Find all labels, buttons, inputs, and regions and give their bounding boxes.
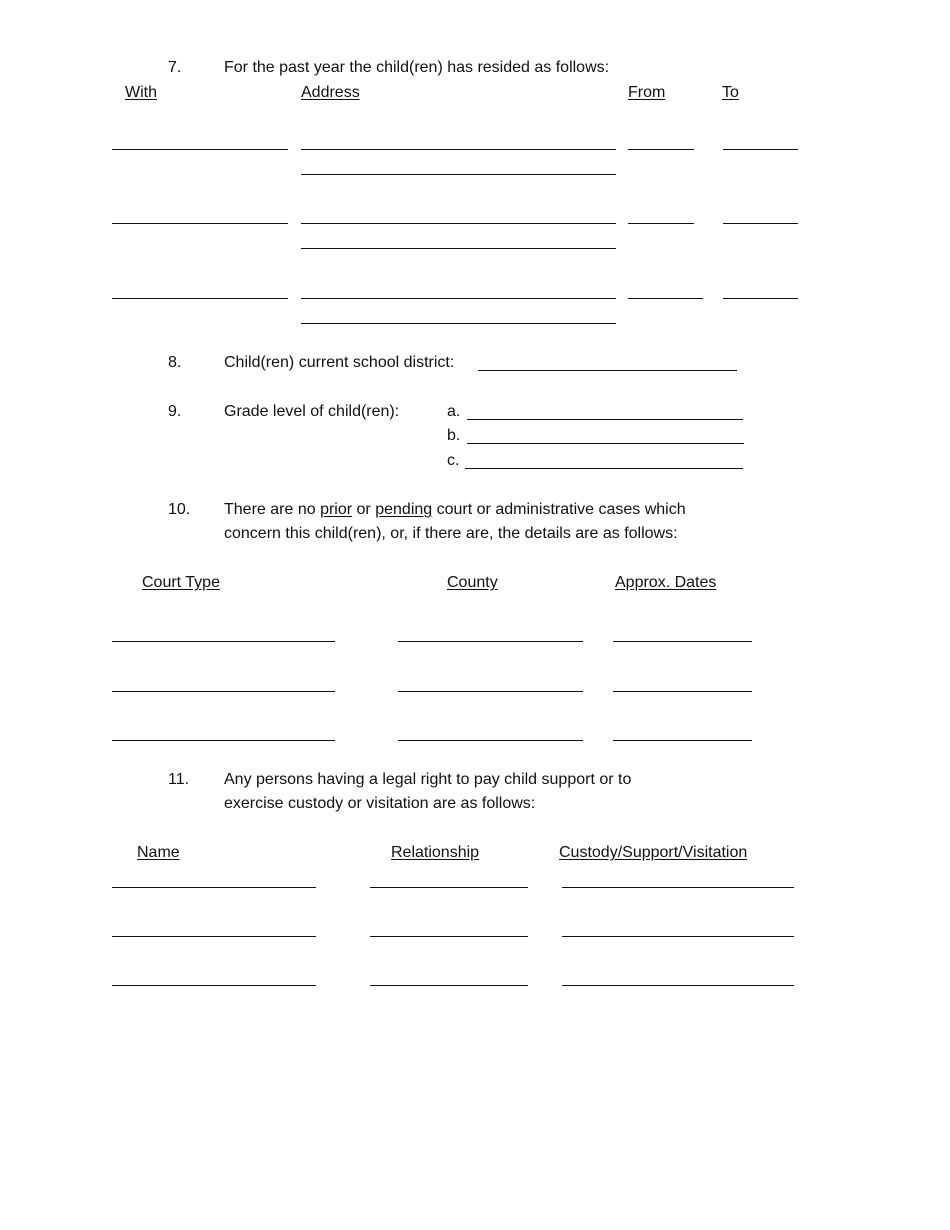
residence-address-line-2[interactable]: [301, 248, 616, 249]
text: or: [356, 501, 371, 518]
person-name-line[interactable]: [112, 936, 316, 937]
grade-line[interactable]: [465, 468, 743, 469]
court-type-line[interactable]: [112, 641, 335, 642]
school-district-line[interactable]: [478, 370, 737, 371]
person-relationship-line[interactable]: [370, 887, 528, 888]
pending-word: pending: [375, 501, 433, 518]
grade-item-label: c.: [447, 452, 460, 469]
person-name-line[interactable]: [112, 985, 316, 986]
person-relationship-line[interactable]: [370, 936, 528, 937]
text: There are no: [224, 501, 316, 518]
section-10-number: 10.: [168, 501, 191, 518]
section-11-line-2: exercise custody or visitation are as follows:: [224, 795, 536, 812]
person-relationship-line[interactable]: [370, 985, 528, 986]
residence-address-line[interactable]: [301, 298, 616, 299]
residence-to-line[interactable]: [723, 223, 798, 224]
prior-word: prior: [320, 501, 353, 518]
county-line[interactable]: [398, 641, 583, 642]
header-with: With: [125, 84, 157, 101]
approx-dates-line[interactable]: [613, 641, 752, 642]
court-type-line[interactable]: [112, 740, 335, 741]
court-type-line[interactable]: [112, 691, 335, 692]
section-10-line-1: [224, 500, 686, 520]
section-10-line-2: concern this child(ren), or, if there are, the details are as follows:: [224, 525, 678, 542]
header-custody-support-visitation: Custody/Support/Visitation: [559, 844, 748, 861]
section-11-number: 11.: [168, 771, 190, 788]
header-address: Address: [301, 84, 360, 101]
residence-from-line[interactable]: [628, 149, 694, 150]
residence-from-line[interactable]: [628, 298, 703, 299]
grade-item-label: a.: [447, 403, 461, 420]
header-name: Name: [137, 844, 180, 861]
section-11-line-1: Any persons having a legal right to pay child support or to: [224, 771, 632, 788]
person-custody-line[interactable]: [562, 985, 794, 986]
section-8-text: Child(ren) current school district:: [224, 354, 455, 371]
residence-address-line-2[interactable]: [301, 174, 616, 175]
grade-line[interactable]: [467, 419, 743, 420]
residence-address-line-2[interactable]: [301, 323, 616, 324]
residence-with-line[interactable]: [112, 149, 288, 150]
person-custody-line[interactable]: [562, 887, 794, 888]
grade-line[interactable]: [467, 443, 744, 444]
county-line[interactable]: [398, 691, 583, 692]
header-court-type: Court Type: [142, 574, 220, 591]
residence-from-line[interactable]: [628, 223, 694, 224]
residence-to-line[interactable]: [723, 298, 798, 299]
approx-dates-line[interactable]: [613, 740, 752, 741]
header-to: To: [722, 84, 739, 101]
approx-dates-line[interactable]: [613, 691, 752, 692]
section-8-number: 8.: [168, 354, 182, 371]
header-county: County: [447, 574, 498, 591]
header-from: From: [628, 84, 666, 101]
person-custody-line[interactable]: [562, 936, 794, 937]
residence-with-line[interactable]: [112, 298, 288, 299]
section-7-number: 7.: [168, 59, 182, 76]
residence-with-line[interactable]: [112, 223, 288, 224]
grade-item-label: b.: [447, 427, 461, 444]
residence-to-line[interactable]: [723, 149, 798, 150]
text: court or administrative cases which: [436, 501, 686, 518]
person-name-line[interactable]: [112, 887, 316, 888]
section-9-text: Grade level of child(ren):: [224, 403, 400, 420]
header-approx-dates: Approx. Dates: [615, 574, 717, 591]
header-relationship: Relationship: [391, 844, 480, 861]
county-line[interactable]: [398, 740, 583, 741]
section-9-number: 9.: [168, 403, 182, 420]
residence-address-line[interactable]: [301, 223, 616, 224]
section-7-text: For the past year the child(ren) has resided as follows:: [224, 59, 610, 76]
residence-address-line[interactable]: [301, 149, 616, 150]
